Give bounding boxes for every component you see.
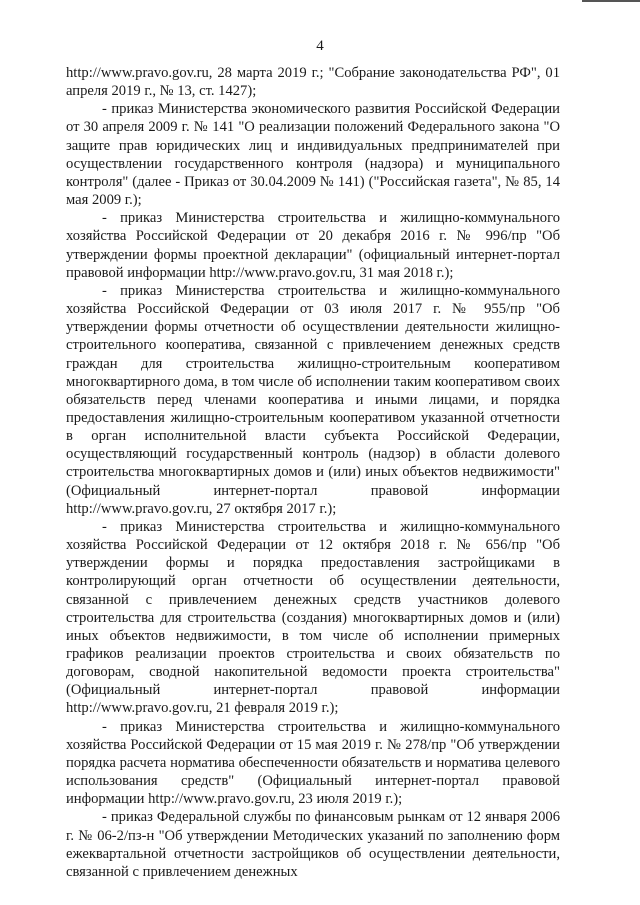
document-body xyxy=(66,64,560,881)
paragraph-continuation: http://www.pravo.gov.ru, 28 марта 2019 г.; "Собрание законодательства РФ", 01 апреля 2019 г., № 13, ст. 1427); xyxy=(66,65,560,100)
paragraph-order-955: - приказ Министерства строительства и жилищно-коммунального хозяйства Российской Федерации от 03 июля 2017 г. № 955/пр "Об утверждении формы отчетности об осуществлении деятельности жилищно-строительного кооператива, связанной с привлечением денежных средств граждан для строительства жилищно-строительным кооперативом многоквартирного дома, в том числе об исполнении таким кооперативом своих обязательств перед членами кооператива и иными лицами, и порядка предоставления жилищно-строительным кооперативом указанной отчетности в орган исполнительной власти субъекта Российской Федерации, осуществляющий государственный контроль (надзор) в области долевого строительства многоквартирных домов и (или) иных объектов недвижимости" (Официальный интернет-портал правовой информации http://www.pravo.gov.ru, 27 октября 2017 г.); xyxy=(66,282,560,517)
scan-edge-mark xyxy=(582,0,640,2)
paragraph-order-06-2: - приказ Федеральной службы по финансовым рынкам от 12 января 2006 г. № 06-2/пз-н "Об утверждении Методических указаний по заполнению форм ежеквартальной отчетности застройщиков об осуществлении деятельности, связанной с привлечением денежных xyxy=(66,809,560,880)
paragraph-order-996: - приказ Министерства строительства и жилищно-коммунального хозяйства Российской Федерации от 20 декабря 2016 г. № 996/пр "Об утверждении формы проектной декларации" (официальный интернет-портал правовой информации http://www.pravo.gov.ru, 31 мая 2018 г.); xyxy=(66,210,560,281)
paragraph-order-656: - приказ Министерства строительства и жилищно-коммунального хозяйства Российской Федерации от 12 октября 2018 г. № 656/пр "Об утверждении формы и порядка предоставления застройщиками в контролирующий орган отчетности об осуществлении деятельности, связанной с привлечением денежных средств участников долевого строительства для строительства (создания) многоквартирных домов и (или) иных объектов недвижимости, в том числе об исполнении примерных графиков реализации проектов строительства и своих обязательств по договорам, сводной накопительной ведомости проекта строительства" (Официальный интернет-портал правовой информации http://www.pravo.gov.ru, 21 февраля 2019 г.); xyxy=(66,518,560,717)
paragraph-order-278: - приказ Министерства строительства и жилищно-коммунального хозяйства Российской Федерации от 15 мая 2019 г. № 278/пр "Об утверждении порядка расчета норматива обеспеченности обязательств и норматива целевого использования средств" (Официальный интернет-портал правовой информации http://www.pravo.gov.ru, 23 июля 2019 г.); xyxy=(66,718,560,808)
page-number: 4 xyxy=(316,38,324,54)
paragraph-order-141: - приказ Министерства экономического развития Российской Федерации от 30 апреля 2009 г. № 141 "О реализации положений Федерального закона "О защите прав юридических лиц и индивидуальных предпринимателей при осуществлении государственного контроля (надзора) и муниципального контроля" (далее - Приказ от 30.04.2009 № 141) ("Российская газета", № 85, 14 мая 2009 г.); xyxy=(66,101,560,209)
